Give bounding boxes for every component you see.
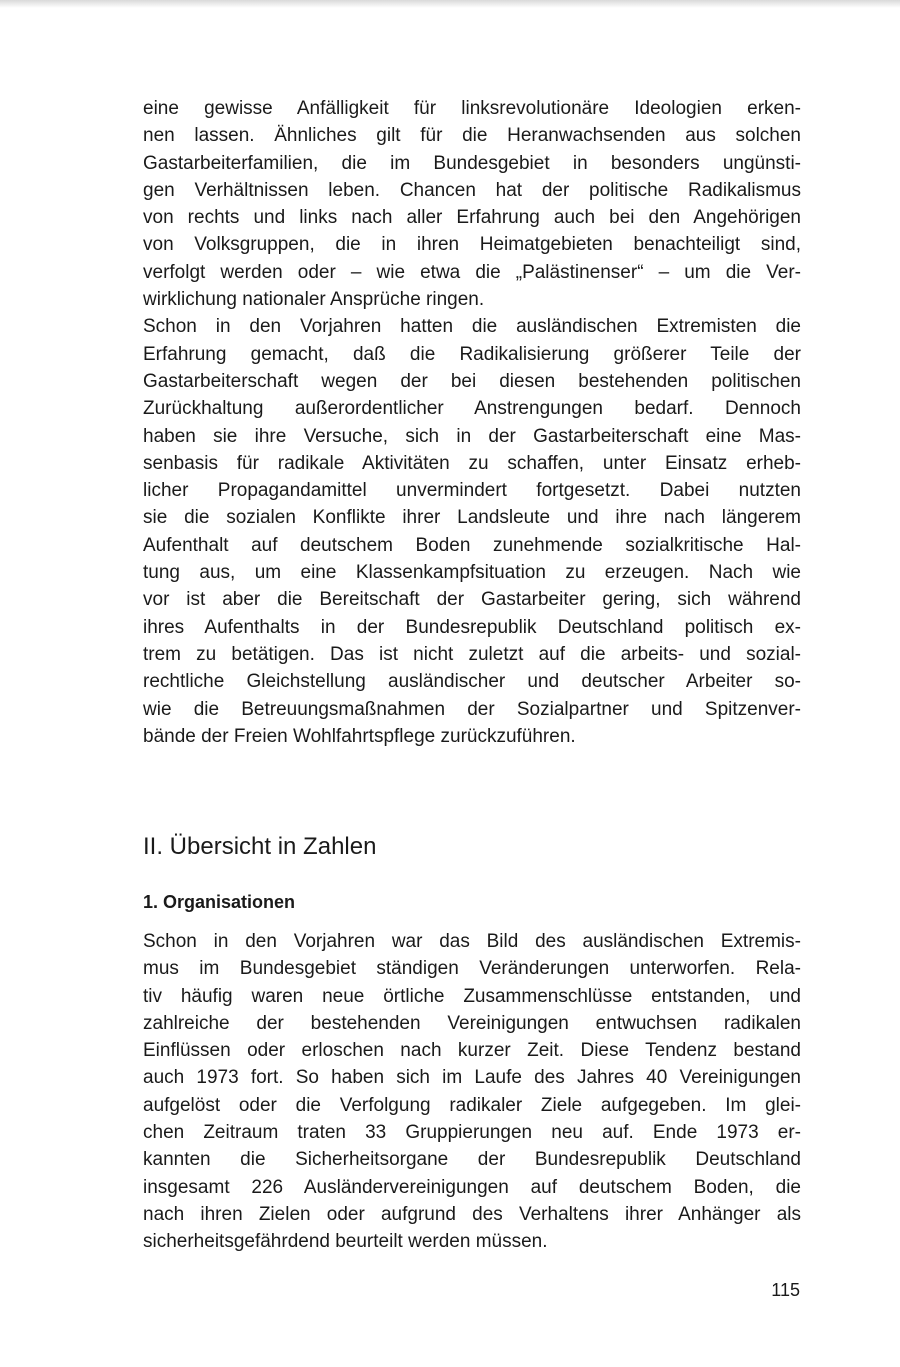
scan-top-edge <box>0 0 900 8</box>
text-line: wirklichung nationaler Ansprüche ringen. <box>143 289 485 311</box>
text-line: gen Verhältnissen leben. Chancen hat der politische Radikalismus <box>143 179 801 201</box>
text-line: Einflüssen oder erloschen nach kurzer Zeit. Diese Tendenz bestand <box>143 1040 801 1062</box>
text-line: Gastarbeiterschaft wegen der bei diesen bestehenden politischen <box>143 370 801 392</box>
paragraph-3 <box>143 928 801 1256</box>
text-line: bände der Freien Wohlfahrtspflege zurückzuführen. <box>143 725 576 747</box>
text-line: eine gewisse Anfälligkeit für linksrevolutionäre Ideologien erken- <box>143 98 801 119</box>
text-line: chen Zeitraum traten 33 Gruppierungen neu auf. Ende 1973 er- <box>143 1122 801 1144</box>
text-line: Gastarbeiterfamilien, die im Bundesgebiet in besonders ungünsti- <box>143 152 801 174</box>
text-line: auch 1973 fort. So haben sich im Laufe des Jahres 40 Vereinigungen <box>143 1067 801 1089</box>
text-line: nach ihren Zielen oder aufgrund des Verhaltens ihrer Anhänger als <box>143 1203 801 1225</box>
text-line: insgesamt 226 Ausländervereinigungen auf deutschem Boden, die <box>143 1176 801 1198</box>
text-line: rechtliche Gleichstellung ausländischer und deutscher Arbeiter so- <box>143 671 801 693</box>
text-line: ihres Aufenthalts in der Bundesrepublik Deutschland politisch ex- <box>143 616 801 638</box>
text-line: tung aus, um eine Klassenkampfsituation zu erzeugen. Nach wie <box>143 562 801 584</box>
document-body-bottom <box>143 928 801 1256</box>
text-line: kannten die Sicherheitsorgane der Bundesrepublik Deutschland <box>143 1149 801 1171</box>
text-line: aufgelöst oder die Verfolgung radikaler Ziele aufgegeben. Im glei- <box>143 1094 801 1116</box>
document-body-top <box>143 95 801 750</box>
text-line: Zurückhaltung außerordentlicher Anstrengungen bedarf. Dennoch <box>143 398 801 420</box>
text-line: verfolgt werden oder – wie etwa die „Palästinenser“ – um die Ver- <box>143 261 801 283</box>
text-line: Schon in den Vorjahren hatten die ausländischen Extremisten die <box>143 316 801 338</box>
text-line: licher Propagandamittel unvermindert fortgesetzt. Dabei nutzten <box>143 480 801 502</box>
text-line: nen lassen. Ähnliches gilt für die Heranwachsenden aus solchen <box>143 125 801 147</box>
text-line: wie die Betreuungsmaßnahmen der Sozialpartner und Spitzenver- <box>143 698 801 720</box>
text-line: haben sie ihre Versuche, sich in der Gastarbeiterschaft eine Mas- <box>143 425 801 447</box>
text-line: vor ist aber die Bereitschaft der Gastarbeiter gering, sich während <box>143 589 801 611</box>
text-line: sicherheitsgefährdend beurteilt werden müssen. <box>143 1231 548 1253</box>
text-line: zahlreiche der bestehenden Vereinigungen entwuchsen radikalen <box>143 1012 801 1034</box>
text-line: von Volksgruppen, die in ihren Heimatgebieten benachteiligt sind, <box>143 234 801 256</box>
text-line: tiv häufig waren neue örtliche Zusammenschlüsse entstanden, und <box>143 985 801 1007</box>
paragraph-2 <box>143 313 801 750</box>
text-line: senbasis für radikale Aktivitäten zu schaffen, unter Einsatz erheb- <box>143 452 801 474</box>
text-line: sie die sozialen Konflikte ihrer Landsleute und ihre nach längerem <box>143 507 801 529</box>
text-line: mus im Bundesgebiet ständigen Veränderungen unterworfen. Rela- <box>143 958 801 980</box>
section-heading: II. Übersicht in Zahlen <box>143 833 377 860</box>
page-number: 115 <box>771 1280 800 1300</box>
text-line: Erfahrung gemacht, daß die Radikalisierung größerer Teile der <box>143 343 801 365</box>
text-line: Aufenthalt auf deutschem Boden zunehmende sozialkritische Hal- <box>143 534 801 556</box>
paragraph-1 <box>143 95 801 313</box>
text-line: von rechts und links nach aller Erfahrung auch bei den Angehörigen <box>143 207 801 229</box>
subsection-heading: 1. Organisationen <box>143 892 296 912</box>
text-line: trem zu betätigen. Das ist nicht zuletzt auf die arbeits- und sozial- <box>143 643 801 665</box>
text-line: Schon in den Vorjahren war das Bild des ausländischen Extremis- <box>143 931 801 952</box>
